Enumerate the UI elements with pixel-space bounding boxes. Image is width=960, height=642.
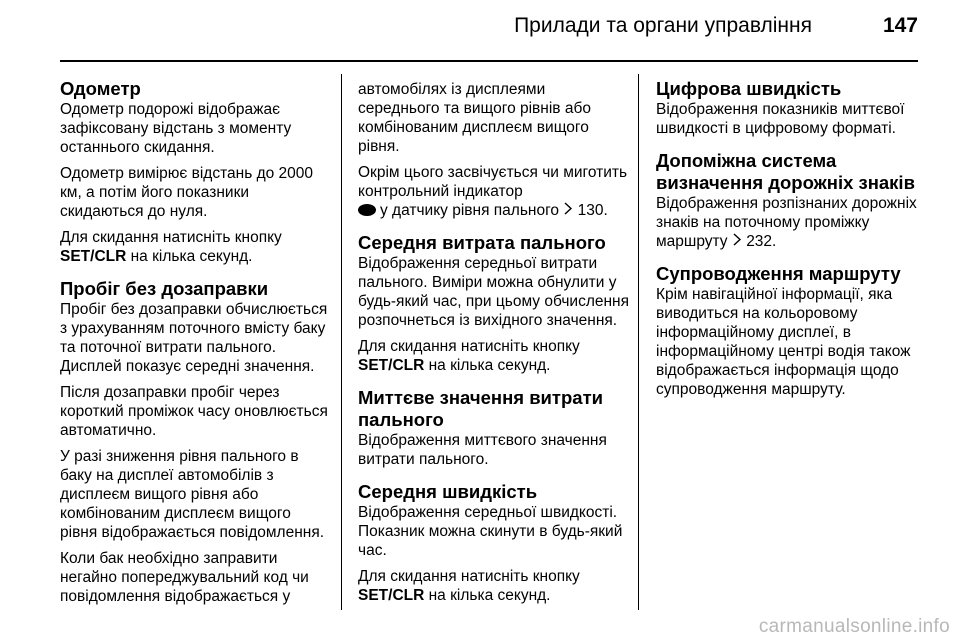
section-heading-instant-consumption: Миттєве значення витрати пального	[358, 387, 604, 430]
paragraph: Пробіг без дозаправки обчислюється з урахуванням поточного вмісту баку та поточної витрати пального. Дисплей показує середні значення.	[60, 301, 328, 375]
page-reference: 130.	[577, 202, 608, 219]
paragraph: Одометр подорожі відображає зафіксовану відстань з моменту останнього скидання.	[60, 101, 292, 156]
button-name-set-clr: SET/CLR	[358, 587, 425, 604]
text-column-3	[656, 78, 928, 406]
button-name-set-clr: SET/CLR	[358, 357, 425, 374]
column-divider	[638, 74, 639, 610]
paragraph-text: Для скидання натисніть кнопку	[358, 568, 580, 585]
paragraph-text: у датчику рівня пального	[380, 202, 560, 219]
column-divider	[341, 74, 342, 610]
paragraph-text: Для скидання натисніть кнопку	[358, 338, 580, 355]
paragraph: автомобілях із дисплеями середнього та вищого рівнів або комбінованим дисплеєм вищого рівня.	[358, 81, 591, 155]
paragraph: Коли бак необхідно заправити негайно попереджувальний код чи повідомлення відображається у	[60, 550, 309, 605]
watermark: carmanualsonline.info	[758, 616, 950, 637]
paragraph: Відображення миттєвого значення витрати пального.	[358, 432, 607, 468]
paragraph: Одометр вимірює відстань до 2000 км, а потім його показники скидаються до нуля.	[60, 165, 314, 220]
section-heading-average-consumption: Середня витрата пального	[358, 232, 606, 253]
page-reference-icon	[732, 232, 742, 251]
section-heading-range: Пробіг без дозаправки	[60, 278, 269, 299]
section-heading-digital-speed: Цифрова швидкість	[656, 78, 842, 99]
section-heading-average-speed: Середня швидкість	[358, 481, 538, 502]
paragraph-text: на кілька секунд.	[126, 248, 253, 265]
text-column-2	[358, 80, 630, 612]
paragraph-text: на кілька секунд.	[424, 357, 551, 374]
paragraph: У разі зниження рівня пального в баку на дисплеї автомобілів з дисплеєм вищого рівня або комбінованим дисплеєм вищого рівня відображається повідомлення.	[60, 448, 325, 541]
page-header-title: Прилади та органи управління	[514, 14, 812, 37]
paragraph: Відображення середньої витрати пального. Виміри можна обнулити у будь-який час, при цьому обчислення розпочнеться із вихідного значення.	[358, 255, 629, 329]
paragraph-text: на кілька секунд.	[424, 587, 551, 604]
paragraph: Крім навігаційної інформації, яка виводиться на кольоровому інформаційному дисплеї, в інформаційному центрі водія також відображається інформація щодо супроводження маршруту.	[656, 286, 911, 398]
paragraph: Відображення показників миттєвої швидкості в цифровому форматі.	[656, 101, 905, 137]
paragraph	[656, 194, 928, 251]
section-heading-traffic-sign-assistant: Допоміжна система визначення дорожніх знаків	[656, 150, 915, 193]
paragraph: Відображення середньої швидкості. Показник можна скинути в будь-який час.	[358, 504, 623, 559]
page-reference: 232.	[746, 233, 777, 250]
paragraph	[358, 337, 630, 375]
section-heading-route-guidance: Супроводження маршруту	[656, 263, 901, 284]
paragraph-text: Відображення розпізнаних дорожніх знаків на поточному проміжку маршруту	[656, 195, 917, 250]
paragraph-text: Окрім цього засвічується чи миготить контрольний індикатор	[358, 164, 628, 200]
paragraph-text: Для скидання натисніть кнопку	[60, 229, 282, 246]
paragraph	[60, 228, 332, 266]
paragraph	[358, 163, 630, 220]
page-reference-icon	[563, 201, 573, 220]
header-divider	[60, 60, 918, 62]
page-number: 147	[882, 14, 918, 37]
section-heading-odometer: Одометр	[60, 78, 141, 99]
paragraph	[358, 567, 630, 605]
text-column-1	[60, 78, 332, 613]
paragraph: Після дозаправки пробіг через короткий проміжок часу оновлюється автоматично.	[60, 384, 328, 439]
fuel-indicator-icon	[358, 204, 376, 216]
button-name-set-clr: SET/CLR	[60, 248, 127, 265]
